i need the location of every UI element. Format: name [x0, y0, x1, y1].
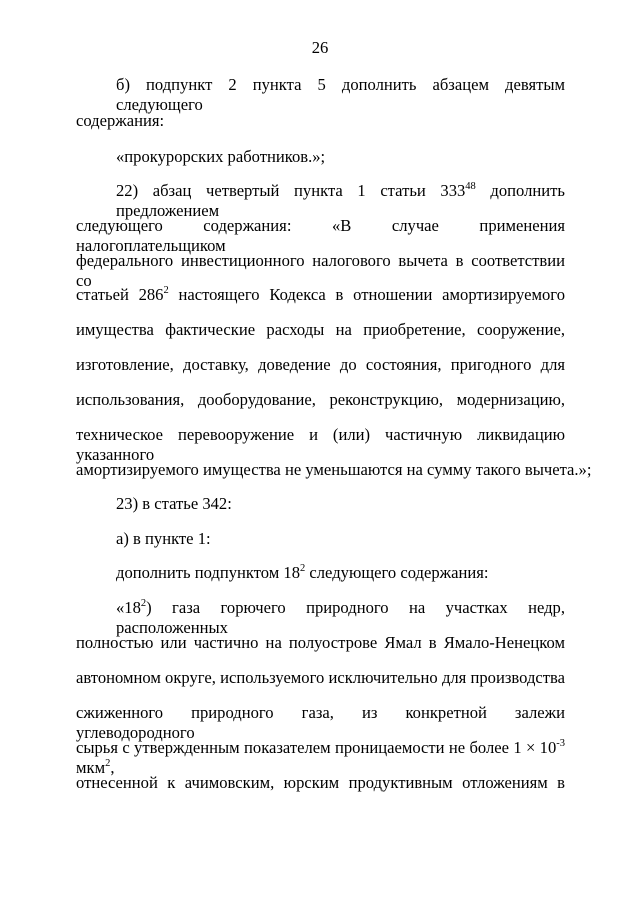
- text-line: статьей $286^2$ настоящего Кодекса в отношении амортизируемого: [76, 285, 565, 304]
- text-line: отнесенной к ачимовским, юрским продуктивным отложениям в: [76, 773, 565, 792]
- text-line: следующего содержания: «В случае применения налогоплательщиком: [76, 216, 565, 255]
- text-line: федерального инвестиционного налогового вычета в соответствии со: [76, 251, 565, 290]
- text-line: полностью или частично на полуострове Ямал в Ямало-Ненецком: [76, 633, 565, 652]
- text-line: амортизируемого имущества не уменьшаются на сумму такого вычета.»;: [76, 460, 592, 479]
- text-line: «$18^2$) газа горючего природного на участках недр, расположенных: [116, 598, 565, 637]
- text-line: изготовление, доставку, доведение до состояния, пригодного для: [76, 355, 565, 374]
- text-line: 22) абзац четвертый пункта 1 статьи $333^{48}$ дополнить предложением: [116, 181, 565, 220]
- text-line: а) в пункте 1:: [116, 529, 211, 548]
- text-line: дополнить подпунктом $18^2$ следующего содержания:: [116, 563, 489, 582]
- text-line: «прокурорских работников.»;: [116, 147, 326, 166]
- text-line: 23) в статье 342:: [116, 494, 232, 513]
- superscript: 48: [465, 181, 476, 192]
- text-line: сжиженного природного газа, из конкретной залежи углеводородного: [76, 703, 565, 742]
- superscript: -3: [556, 738, 565, 749]
- superscript: 2: [140, 598, 147, 609]
- superscript: 2: [105, 758, 111, 769]
- text-line: сырья с утвержденным показателем проницаемости не более $1 \times 10^{-3}$ мкм$^2$,: [76, 738, 565, 777]
- superscript: 2: [163, 285, 169, 296]
- page-number: 26: [311, 38, 329, 57]
- text-line: автономном округе, используемого исключительно для производства: [76, 668, 565, 687]
- text-line: имущества фактические расходы на приобретение, сооружение,: [76, 320, 565, 339]
- superscript: 2: [300, 563, 306, 574]
- text-line: использования, дооборудование, реконструкцию, модернизацию,: [76, 390, 565, 409]
- text-line: техническое перевооружение и (или) частичную ликвидацию указанного: [76, 425, 565, 464]
- text-line: содержания:: [76, 111, 165, 130]
- text-line: б) подпункт 2 пункта 5 дополнить абзацем девятым следующего: [116, 75, 565, 114]
